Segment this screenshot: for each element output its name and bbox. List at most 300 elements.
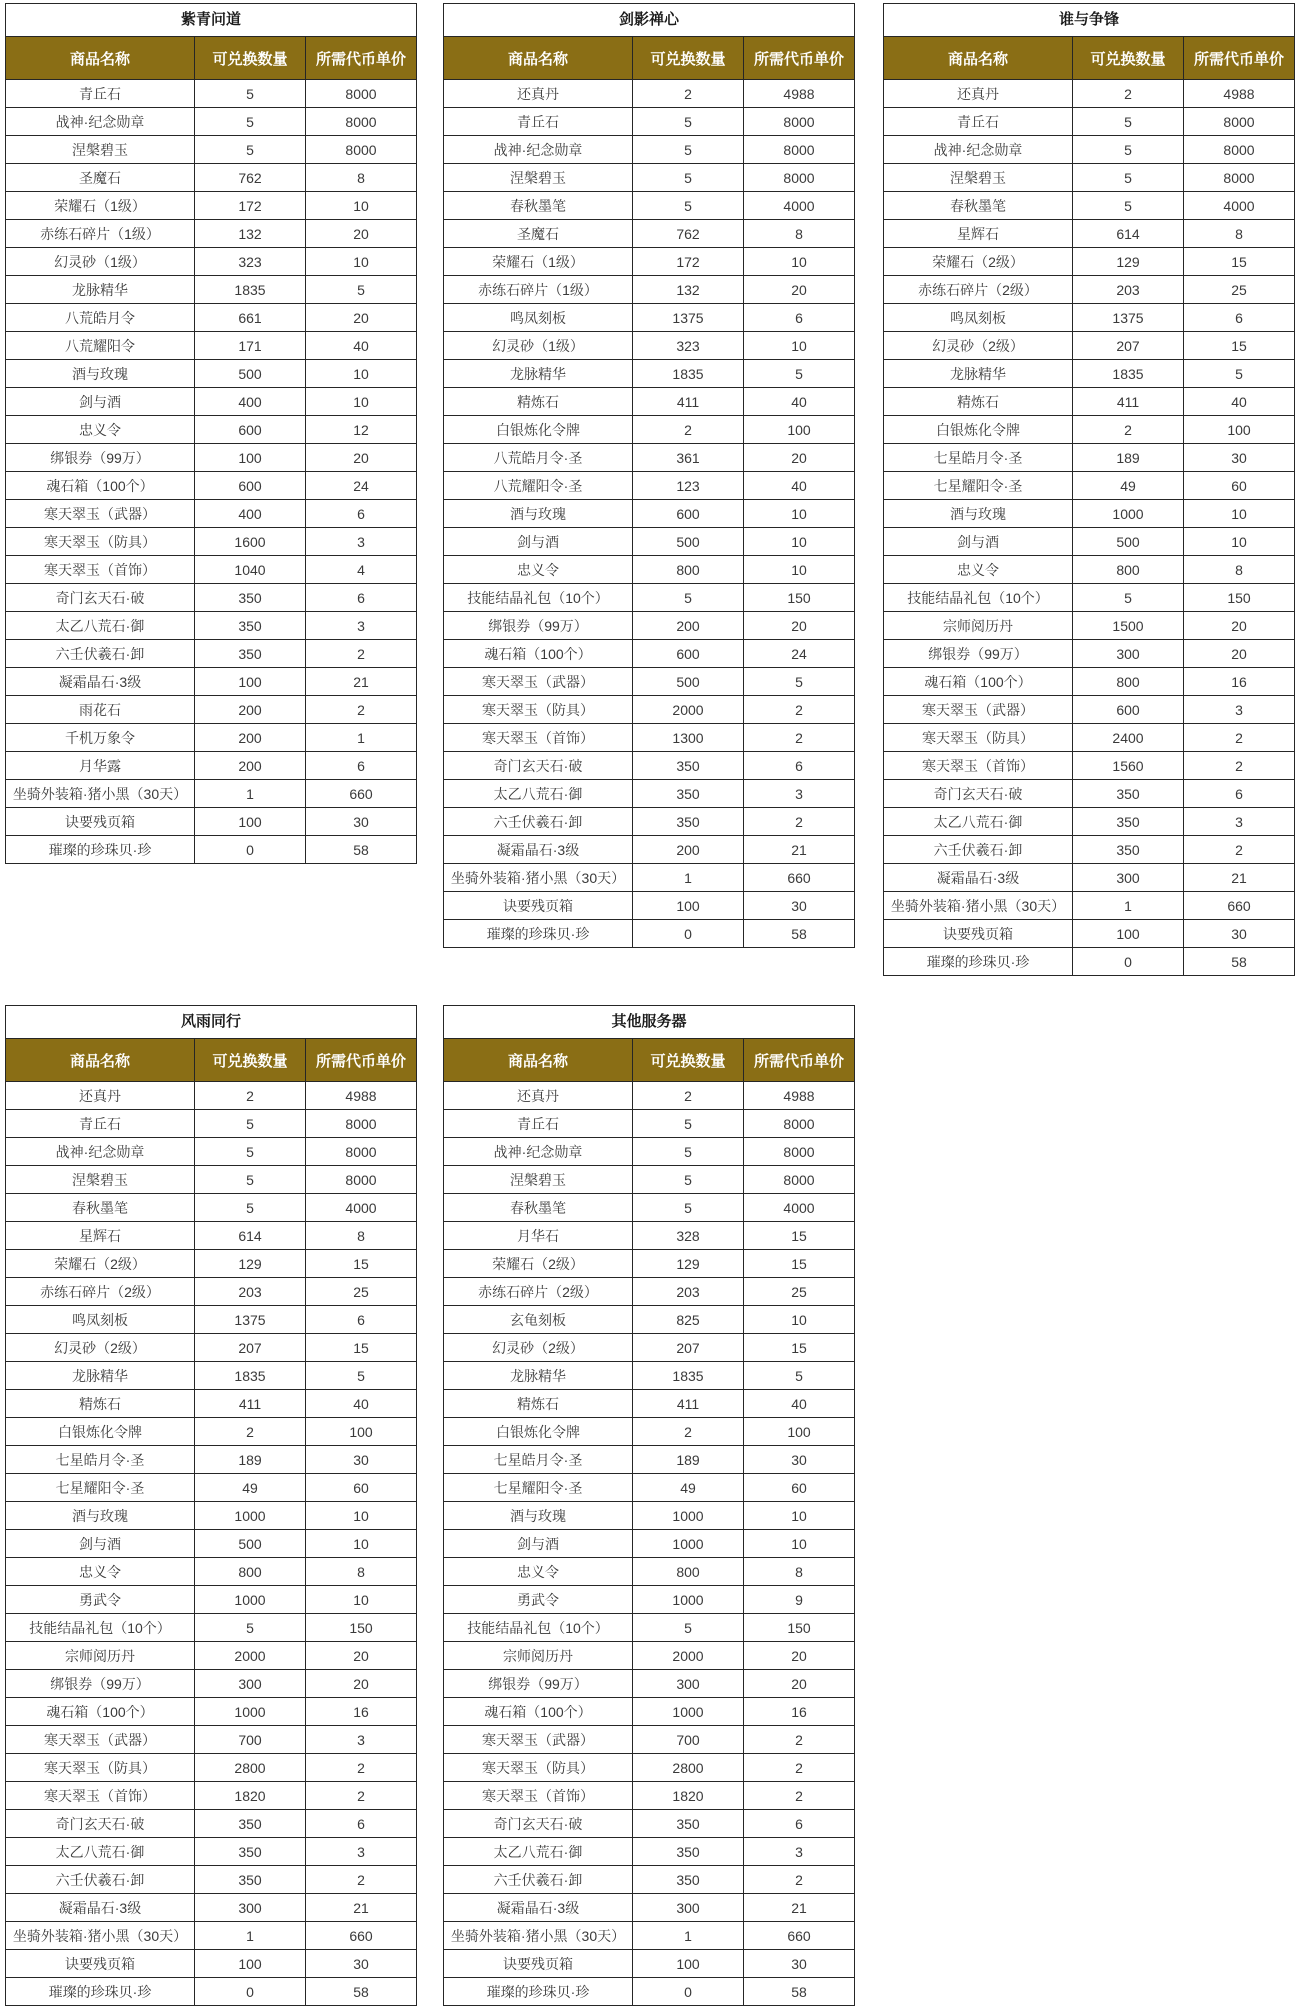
table-row: [444, 1501, 854, 1529]
item-name-cell: 酒与玫瑰: [72, 365, 128, 382]
table-row: [6, 1613, 416, 1641]
table-row: [884, 751, 1294, 779]
quantity-cell: 350: [632, 808, 743, 835]
table-row: [884, 219, 1294, 247]
quantity-cell: 2800: [194, 1754, 305, 1781]
item-name-cell: 诀要残页箱: [503, 1955, 573, 1972]
price-cell: 58: [743, 920, 854, 947]
table-row: [6, 611, 416, 639]
item-name-cell: 白银炼化令牌: [496, 421, 580, 438]
quantity-cell: 203: [1072, 276, 1183, 303]
price-cell: 60: [305, 1474, 416, 1501]
table-body: [6, 79, 416, 863]
table-row: [6, 1277, 416, 1305]
quantity-cell: 207: [1072, 332, 1183, 359]
price-cell: 15: [305, 1334, 416, 1361]
quantity-cell: 207: [194, 1334, 305, 1361]
item-name-cell: 八荒皓月令·圣: [493, 449, 583, 466]
table-row: [444, 415, 854, 443]
quantity-cell: 1835: [1072, 360, 1183, 387]
quantity-cell: 500: [1072, 528, 1183, 555]
price-cell: 6: [743, 1810, 854, 1837]
item-name-cell: 寒天翠玉（武器）: [44, 1731, 156, 1748]
item-name-cell: 六壬伏羲石·卸: [493, 813, 583, 830]
item-name-cell: 青丘石: [517, 1115, 559, 1132]
quantity-cell: 1820: [194, 1782, 305, 1809]
price-cell: 8000: [1183, 136, 1294, 163]
item-name-cell: 赤练石碎片（2级）: [40, 1283, 160, 1300]
item-name-cell: 六壬伏羲石·卸: [55, 645, 145, 662]
price-cell: 24: [743, 640, 854, 667]
item-name-cell: 赤练石碎片（1级）: [40, 225, 160, 242]
item-name-cell: 技能结晶礼包（10个）: [29, 1619, 171, 1636]
item-name-cell: 酒与玫瑰: [72, 1507, 128, 1524]
table-row: [444, 1389, 854, 1417]
price-cell: 20: [743, 1642, 854, 1669]
table-row: [444, 1417, 854, 1445]
item-name-cell: 璀璨的珍珠贝·珍: [48, 1983, 152, 2000]
price-cell: 3: [305, 1726, 416, 1753]
table-row: [444, 247, 854, 275]
price-cell: 1: [305, 724, 416, 751]
table-title: 谁与争锋: [884, 4, 1294, 36]
table-row: [884, 303, 1294, 331]
quantity-cell: 2000: [632, 1642, 743, 1669]
quantity-cell: 5: [632, 1138, 743, 1165]
price-cell: 3: [305, 612, 416, 639]
price-cell: 4000: [305, 1194, 416, 1221]
quantity-cell: 661: [194, 304, 305, 331]
table-row: [444, 723, 854, 751]
price-cell: 6: [1183, 780, 1294, 807]
price-cell: 15: [1183, 332, 1294, 359]
price-cell: 12: [305, 416, 416, 443]
price-cell: 4988: [1183, 80, 1294, 107]
quantity-cell: 5: [194, 1138, 305, 1165]
price-cell: 8000: [305, 108, 416, 135]
quantity-cell: 2000: [194, 1642, 305, 1669]
quantity-cell: 1000: [194, 1502, 305, 1529]
item-name-cell: 璀璨的珍珠贝·珍: [926, 953, 1030, 970]
table-row: [884, 947, 1294, 975]
table-row: [6, 583, 416, 611]
table-row: [884, 555, 1294, 583]
quantity-cell: 1835: [194, 276, 305, 303]
quantity-cell: 5: [1072, 192, 1183, 219]
price-cell: 8000: [305, 1138, 416, 1165]
quantity-cell: 800: [1072, 668, 1183, 695]
price-cell: 2: [305, 1754, 416, 1781]
quantity-cell: 189: [1072, 444, 1183, 471]
item-name-cell: 战神·纪念勋章: [933, 141, 1023, 158]
item-name-cell: 剑与酒: [517, 1535, 559, 1552]
quantity-cell: 200: [194, 696, 305, 723]
table-row: [444, 1809, 854, 1837]
quantity-cell: 411: [194, 1390, 305, 1417]
table-row: [444, 135, 854, 163]
item-name-cell: 诀要残页箱: [65, 1955, 135, 1972]
item-name-cell: 宗师阅历丹: [943, 617, 1013, 634]
column-header-exchange-quantity: 可兑换数量: [1072, 37, 1183, 79]
quantity-cell: 5: [632, 136, 743, 163]
price-cell: 5: [305, 276, 416, 303]
price-cell: 10: [743, 528, 854, 555]
price-cell: 6: [743, 304, 854, 331]
quantity-cell: 5: [1072, 164, 1183, 191]
price-cell: 20: [305, 220, 416, 247]
price-cell: 5: [1183, 360, 1294, 387]
quantity-cell: 100: [194, 1950, 305, 1977]
item-name-cell: 涅槃碧玉: [510, 1171, 566, 1188]
table-row: [444, 163, 854, 191]
quantity-cell: 350: [1072, 808, 1183, 835]
item-name-cell: 还真丹: [79, 1087, 121, 1104]
price-cell: 21: [1183, 864, 1294, 891]
quantity-cell: 5: [632, 1166, 743, 1193]
column-header-exchange-quantity: 可兑换数量: [632, 1039, 743, 1081]
quantity-cell: 129: [194, 1250, 305, 1277]
item-name-cell: 涅槃碧玉: [72, 1171, 128, 1188]
column-header-token-unit-price: 所需代币单价: [305, 1039, 416, 1081]
item-name-cell: 龙脉精华: [72, 281, 128, 298]
column-header-token-unit-price: 所需代币单价: [743, 37, 854, 79]
item-name-cell: 寒天翠玉（首饰）: [482, 729, 594, 746]
price-cell: 20: [743, 612, 854, 639]
price-cell: 2: [1183, 836, 1294, 863]
quantity-cell: 5: [632, 1614, 743, 1641]
table-row: [444, 863, 854, 891]
item-name-cell: 涅槃碧玉: [950, 169, 1006, 186]
price-cell: 3: [743, 1838, 854, 1865]
table-row: [884, 443, 1294, 471]
table-row: [444, 191, 854, 219]
price-cell: 660: [743, 1922, 854, 1949]
price-cell: 6: [305, 500, 416, 527]
table-row: [884, 415, 1294, 443]
quantity-cell: 350: [1072, 780, 1183, 807]
table-row: [6, 359, 416, 387]
table-row: [6, 1501, 416, 1529]
quantity-cell: 500: [194, 360, 305, 387]
quantity-cell: 132: [632, 276, 743, 303]
price-cell: 5: [305, 1362, 416, 1389]
table-row: [444, 639, 854, 667]
quantity-cell: 49: [632, 1474, 743, 1501]
quantity-cell: 361: [632, 444, 743, 471]
price-cell: 6: [743, 752, 854, 779]
item-name-cell: 青丘石: [79, 1115, 121, 1132]
item-name-cell: 魂石箱（100个）: [46, 477, 154, 494]
price-cell: 20: [305, 1670, 416, 1697]
item-name-cell: 七星耀阳令·圣: [493, 1479, 583, 1496]
price-cell: 8: [743, 1558, 854, 1585]
table-row: [6, 1529, 416, 1557]
item-name-cell: 忠义令: [517, 561, 559, 578]
table-row: [444, 471, 854, 499]
table-row: [444, 1837, 854, 1865]
table-header-row: [444, 36, 854, 79]
table-row: [884, 331, 1294, 359]
quantity-cell: 400: [194, 500, 305, 527]
price-cell: 3: [305, 1838, 416, 1865]
price-cell: 660: [1183, 892, 1294, 919]
table-row: [444, 1473, 854, 1501]
price-cell: 10: [743, 556, 854, 583]
table-row: [444, 1725, 854, 1753]
price-cell: 2: [1183, 752, 1294, 779]
quantity-cell: 129: [1072, 248, 1183, 275]
table-row: [444, 443, 854, 471]
quantity-cell: 5: [194, 136, 305, 163]
table-ziqingwendao: [5, 3, 417, 864]
price-cell: 20: [305, 444, 416, 471]
table-row: [444, 1753, 854, 1781]
price-cell: 8000: [743, 1166, 854, 1193]
quantity-cell: 1000: [1072, 500, 1183, 527]
quantity-cell: 49: [194, 1474, 305, 1501]
price-cell: 2: [305, 640, 416, 667]
quantity-cell: 700: [632, 1726, 743, 1753]
table-row: [444, 275, 854, 303]
price-cell: 40: [305, 332, 416, 359]
table-row: [6, 1417, 416, 1445]
table-row: [6, 163, 416, 191]
table-row: [444, 1445, 854, 1473]
price-cell: 40: [743, 472, 854, 499]
quantity-cell: 411: [632, 388, 743, 415]
item-name-cell: 忠义令: [79, 1563, 121, 1580]
price-cell: 5: [743, 668, 854, 695]
table-row: [444, 1557, 854, 1585]
quantity-cell: 300: [194, 1894, 305, 1921]
table-row: [444, 1529, 854, 1557]
table-row: [6, 527, 416, 555]
table-row: [6, 1557, 416, 1585]
quantity-cell: 189: [194, 1446, 305, 1473]
item-name-cell: 寒天翠玉（首饰）: [922, 757, 1034, 774]
quantity-cell: 350: [632, 752, 743, 779]
item-name-cell: 春秋墨笔: [510, 197, 566, 214]
item-name-cell: 涅槃碧玉: [72, 141, 128, 158]
quantity-cell: 100: [1072, 920, 1183, 947]
item-name-cell: 凝霜晶石·3级: [496, 1899, 580, 1916]
table-row: [884, 275, 1294, 303]
table-row: [884, 723, 1294, 751]
item-name-cell: 璀璨的珍珠贝·珍: [486, 1983, 590, 2000]
table-row: [6, 639, 416, 667]
table-row: [444, 695, 854, 723]
quantity-cell: 350: [194, 1810, 305, 1837]
quantity-cell: 172: [194, 192, 305, 219]
item-name-cell: 忠义令: [517, 1563, 559, 1580]
item-name-cell: 奇门玄天石·破: [493, 1815, 583, 1832]
price-cell: 8: [305, 1222, 416, 1249]
quantity-cell: 123: [632, 472, 743, 499]
quantity-cell: 1500: [1072, 612, 1183, 639]
item-name-cell: 龙脉精华: [72, 1367, 128, 1384]
table-row: [6, 1193, 416, 1221]
item-name-cell: 龙脉精华: [510, 1367, 566, 1384]
quantity-cell: 600: [632, 640, 743, 667]
table-row: [444, 1669, 854, 1697]
quantity-cell: 0: [632, 920, 743, 947]
table-row: [6, 1165, 416, 1193]
quantity-cell: 300: [632, 1670, 743, 1697]
quantity-cell: 2: [1072, 80, 1183, 107]
table-row: [884, 527, 1294, 555]
table-row: [884, 779, 1294, 807]
price-cell: 16: [305, 1698, 416, 1725]
price-cell: 58: [743, 1978, 854, 2005]
item-name-cell: 魂石箱（100个）: [46, 1703, 154, 1720]
item-name-cell: 寒天翠玉（防具）: [44, 533, 156, 550]
quantity-cell: 600: [194, 416, 305, 443]
table-row: [444, 1865, 854, 1893]
item-name-cell: 酒与玫瑰: [510, 1507, 566, 1524]
item-name-cell: 战神·纪念勋章: [493, 1143, 583, 1160]
item-name-cell: 战神·纪念勋章: [493, 141, 583, 158]
item-name-cell: 寒天翠玉（防具）: [44, 1759, 156, 1776]
item-name-cell: 涅槃碧玉: [510, 169, 566, 186]
table-row: [6, 667, 416, 695]
item-name-cell: 诀要残页箱: [503, 897, 573, 914]
item-name-cell: 寒天翠玉（防具）: [482, 1759, 594, 1776]
table-row: [6, 135, 416, 163]
item-name-cell: 鸣凤刻板: [510, 309, 566, 326]
item-name-cell: 奇门玄天石·破: [55, 1815, 145, 1832]
price-cell: 2: [743, 1866, 854, 1893]
quantity-cell: 350: [194, 612, 305, 639]
item-name-cell: 七星皓月令·圣: [933, 449, 1023, 466]
quantity-cell: 1: [632, 864, 743, 891]
price-cell: 10: [743, 1502, 854, 1529]
quantity-cell: 614: [1072, 220, 1183, 247]
quantity-cell: 500: [632, 528, 743, 555]
quantity-cell: 200: [194, 724, 305, 751]
table-row: [444, 527, 854, 555]
table-row: [6, 1893, 416, 1921]
quantity-cell: 0: [194, 836, 305, 863]
item-name-cell: 还真丹: [957, 85, 999, 102]
quantity-cell: 5: [632, 584, 743, 611]
column-header-product-name: 商品名称: [69, 50, 130, 68]
quantity-cell: 1: [194, 1922, 305, 1949]
quantity-cell: 1835: [632, 1362, 743, 1389]
table-row: [6, 1641, 416, 1669]
price-cell: 2: [743, 696, 854, 723]
table-row: [6, 499, 416, 527]
quantity-cell: 1000: [194, 1586, 305, 1613]
quantity-cell: 5: [632, 1110, 743, 1137]
item-name-cell: 春秋墨笔: [72, 1199, 128, 1216]
price-cell: 16: [743, 1698, 854, 1725]
table-row: [884, 79, 1294, 107]
item-name-cell: 七星耀阳令·圣: [933, 477, 1023, 494]
table-row: [6, 471, 416, 499]
price-cell: 30: [743, 892, 854, 919]
column-header-token-unit-price: 所需代币单价: [743, 1039, 854, 1081]
price-cell: 25: [1183, 276, 1294, 303]
quantity-cell: 328: [632, 1222, 743, 1249]
table-row: [444, 555, 854, 583]
table-row: [444, 1697, 854, 1725]
quantity-cell: 5: [194, 108, 305, 135]
price-cell: 40: [305, 1390, 416, 1417]
table-row: [6, 1081, 416, 1109]
price-cell: 2: [743, 1726, 854, 1753]
table-row: [6, 1333, 416, 1361]
quantity-cell: 1: [632, 1922, 743, 1949]
price-cell: 20: [743, 276, 854, 303]
table-row: [6, 107, 416, 135]
table-row: [6, 1781, 416, 1809]
quantity-cell: 350: [632, 1810, 743, 1837]
price-cell: 40: [743, 1390, 854, 1417]
item-name-cell: 凝霜晶石·3级: [58, 673, 142, 690]
quantity-cell: 1000: [632, 1586, 743, 1613]
price-cell: 6: [1183, 304, 1294, 331]
quantity-cell: 5: [194, 1194, 305, 1221]
item-name-cell: 勇武令: [517, 1591, 559, 1608]
quantity-cell: 1820: [632, 1782, 743, 1809]
price-cell: 8: [305, 1558, 416, 1585]
item-name-cell: 绑银券（99万）: [50, 1675, 150, 1692]
item-name-cell: 忠义令: [79, 421, 121, 438]
item-name-cell: 赤练石碎片（2级）: [918, 281, 1038, 298]
price-cell: 10: [305, 1502, 416, 1529]
quantity-cell: 5: [632, 164, 743, 191]
item-name-cell: 寒天翠玉（武器）: [482, 673, 594, 690]
item-name-cell: 幻灵砂（2级）: [932, 337, 1024, 354]
table-row: [6, 555, 416, 583]
item-name-cell: 坐骑外装箱·猪小黑（30天）: [450, 869, 626, 886]
price-cell: 9: [743, 1586, 854, 1613]
table-row: [444, 583, 854, 611]
quantity-cell: 2: [194, 1082, 305, 1109]
column-header-token-unit-price: 所需代币单价: [305, 37, 416, 79]
price-cell: 3: [743, 780, 854, 807]
price-cell: 660: [305, 780, 416, 807]
table-row: [444, 919, 854, 947]
price-cell: 8000: [305, 1166, 416, 1193]
price-cell: 2: [743, 1782, 854, 1809]
item-name-cell: 还真丹: [517, 1087, 559, 1104]
table-row: [884, 359, 1294, 387]
price-cell: 25: [743, 1278, 854, 1305]
table-header-row: [444, 1038, 854, 1081]
table-row: [444, 1949, 854, 1977]
price-cell: 4000: [743, 192, 854, 219]
quantity-cell: 300: [1072, 640, 1183, 667]
item-name-cell: 璀璨的珍珠贝·珍: [486, 925, 590, 942]
table-row: [6, 415, 416, 443]
item-name-cell: 魂石箱（100个）: [924, 673, 1032, 690]
price-cell: 58: [305, 836, 416, 863]
price-cell: 21: [743, 1894, 854, 1921]
item-name-cell: 坐骑外装箱·猪小黑（30天）: [12, 785, 188, 802]
price-cell: 2: [305, 1866, 416, 1893]
quantity-cell: 203: [194, 1278, 305, 1305]
price-cell: 21: [305, 1894, 416, 1921]
item-name-cell: 精炼石: [517, 393, 559, 410]
table-row: [6, 779, 416, 807]
price-cell: 25: [305, 1278, 416, 1305]
column-header-product-name: 商品名称: [507, 50, 568, 68]
quantity-cell: 1375: [1072, 304, 1183, 331]
price-cell: 8000: [743, 1110, 854, 1137]
item-name-cell: 奇门玄天石·破: [493, 757, 583, 774]
quantity-cell: 2400: [1072, 724, 1183, 751]
